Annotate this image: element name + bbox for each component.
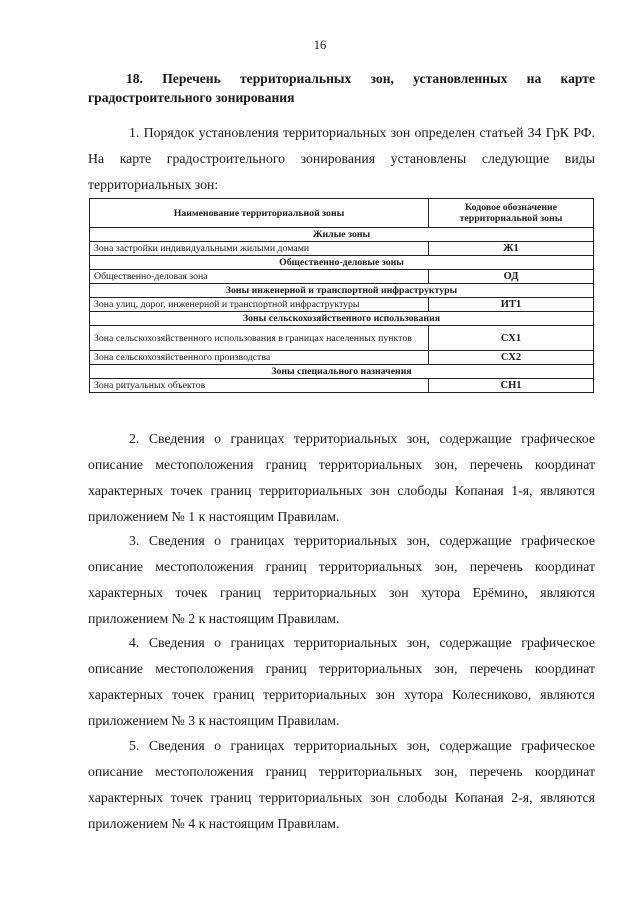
- zone-code: ИТ1: [429, 298, 594, 312]
- zone-code: СХ1: [429, 326, 594, 351]
- table-row: [90, 298, 594, 312]
- zone-code: СН1: [429, 379, 594, 393]
- group-title-infrastructure: Зоны инженерной и транспортной инфраструктуры: [90, 284, 594, 298]
- table-row: [90, 379, 594, 393]
- header-zone-name: Наименование территориальной зоны: [90, 199, 429, 228]
- group-row: [90, 256, 594, 270]
- zone-name: Зона сельскохозяйственного использования в границах населенных пунктов: [90, 326, 429, 351]
- intro-paragraph: 1. Порядок установления территориальных зон определен статьей 34 ГрК РФ. На карте градостроительного зонирования установлены следующие виды территориальных зон:: [88, 125, 595, 192]
- zone-code: СХ2: [429, 351, 594, 365]
- section-heading: 18. Перечень территориальных зон, установленных на карте градостроительного зонирования: [88, 71, 595, 105]
- zones-table: [89, 198, 594, 393]
- group-title-special: Зоны специального назначения: [90, 365, 594, 379]
- group-row: [90, 365, 594, 379]
- header-zone-code: Кодовое обозначение территориальной зоны: [429, 199, 594, 228]
- zone-name: Зона ритуальных объектов: [90, 379, 429, 393]
- table-row: [90, 326, 594, 351]
- group-title-residential: Жилые зоны: [90, 228, 594, 242]
- table-header-row: [90, 199, 594, 228]
- zone-name: Общественно-деловая зона: [90, 270, 429, 284]
- zone-name: Зона улиц, дорог, инженерной и транспортной инфраструктуры: [90, 298, 429, 312]
- group-title-business: Общественно-деловые зоны: [90, 256, 594, 270]
- table-row: [90, 351, 594, 365]
- group-row: [90, 284, 594, 298]
- group-row: [90, 312, 594, 326]
- group-title-agricultural: Зоны сельскохозяйственного использования: [90, 312, 594, 326]
- zone-code: ОД: [429, 270, 594, 284]
- page-number: 16: [313, 38, 327, 52]
- paragraph-appendix-4: 5. Сведения о границах территориальных зон, содержащие графическое описание местоположения границ территориальных зон, перечень координат характерных точек границ территориальных зон слободы Копаная 2-я, являются приложением № 4 к настоящим Правилам.: [88, 738, 595, 831]
- zone-code: Ж1: [429, 242, 594, 256]
- paragraph-appendix-1: 2. Сведения о границах территориальных зон, содержащие графическое описание местоположения границ территориальных зон, перечень координат характерных точек границ территориальных зон слободы Копаная 1-я, являются приложением № 1 к настоящим Правилам.: [88, 431, 595, 524]
- paragraph-appendix-2: 3. Сведения о границах территориальных зон, содержащие графическое описание местоположения границ территориальных зон, перечень координат характерных точек границ территориальных зон хутора Ерёмино, являются приложением № 2 к настоящим Правилам.: [88, 533, 595, 626]
- zone-name: Зона сельскохозяйственного производства: [90, 351, 429, 365]
- zone-name: Зона застройки индивидуальными жилыми домами: [90, 242, 429, 256]
- table-row: [90, 242, 594, 256]
- group-row: [90, 228, 594, 242]
- paragraph-appendix-3: 4. Сведения о границах территориальных зон, содержащие графическое описание местоположения границ территориальных зон, перечень координат характерных точек границ территориальных зон хутора Колесниково, являются приложением № 3 к настоящим Правилам.: [88, 635, 595, 728]
- table-row: [90, 270, 594, 284]
